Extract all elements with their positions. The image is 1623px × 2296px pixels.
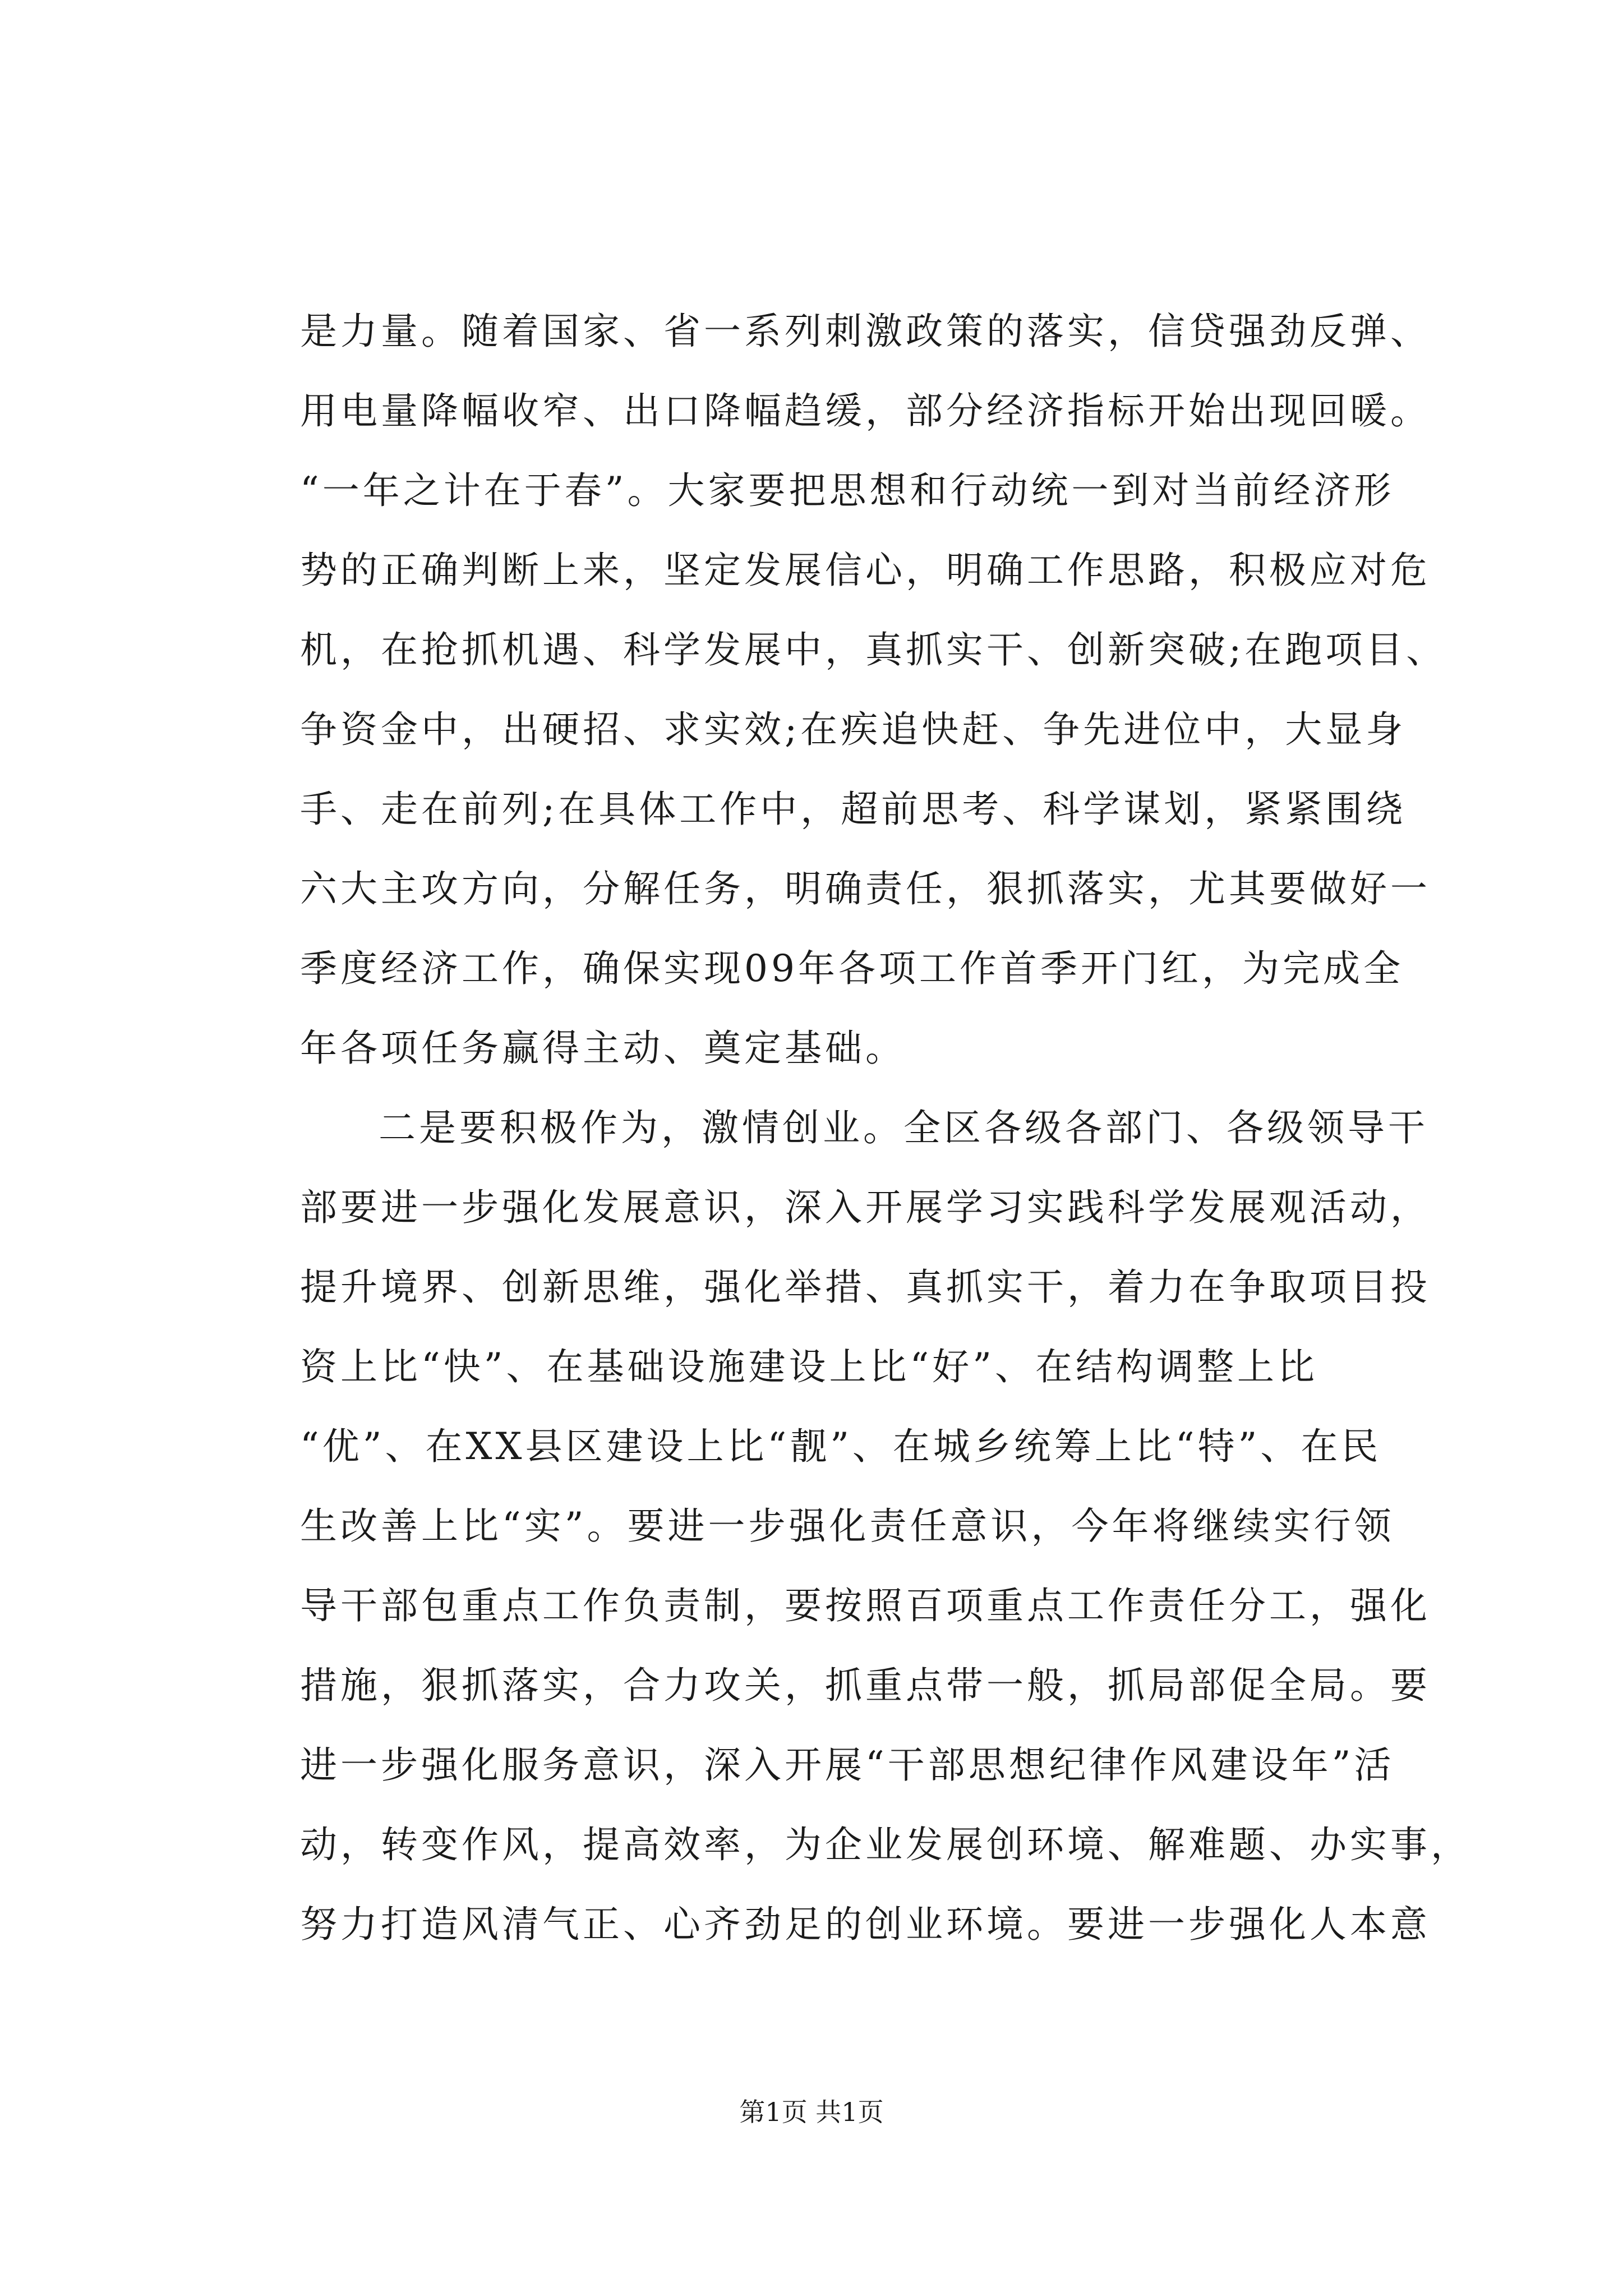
paragraph-first-line: 二是要积极作为，激情创业。全区各级各部门、各级领导干 [379,1106,1428,1149]
text-line: 势的正确判断上来，坚定发展信心，明确工作思路，积极应对危 [300,549,1431,592]
text-line: 年各项任务赢得主动、奠定基础。 [300,1027,906,1070]
document-body [300,292,1471,1964]
text-line: “优”、在XX县区建设上比“靓”、在城乡统筹上比“特”、在民 [300,1425,1382,1468]
text-line: 机，在抢抓机遇、科学发展中，真抓实干、创新突破;在跑项目、 [300,628,1447,671]
text-line: 动，转变作风，提高效率，为企业发展创环境、解难题、办实事， [300,1823,1471,1866]
text-line: 手、走在前列;在具体工作中，超前思考、科学谋划，紧紧围绕 [300,788,1407,831]
text-line: 资上比“快”、在基础设施建设上比“好”、在结构调整上比 [300,1345,1318,1388]
text-line: 努力打造风清气正、心齐劲足的创业环境。要进一步强化人本意 [300,1903,1431,1946]
text-line: 用电量降幅收窄、出口降幅趋缓，部分经济指标开始出现回暖。 [300,389,1431,432]
text-line: 季度经济工作，确保实现09年各项工作首季开门红，为完成全 [300,947,1404,990]
text-line: 争资金中，出硬招、求实效;在疾追快赶、争先进位中，大显身 [300,708,1407,751]
page-footer: 第1页 共1页 [739,2097,884,2127]
text-line: 六大主攻方向，分解任务，明确责任，狠抓落实，尤其要做好一 [300,867,1431,910]
text-line: 措施，狠抓落实，合力攻关，抓重点带一般，抓局部促全局。要 [300,1664,1431,1707]
text-line: 生改善上比“实”。要进一步强化责任意识，今年将继续实行领 [300,1504,1395,1548]
text-line: 进一步强化服务意识，深入开展“干部思想纪律作风建设年”活 [300,1743,1395,1787]
text-line: 导干部包重点工作负责制，要按照百项重点工作责任分工，强化 [300,1584,1431,1627]
text-line: 是力量。随着国家、省一系列刺激政策的落实，信贷强劲反弹、 [300,310,1431,353]
text-line: 部要进一步强化发展意识，深入开展学习实践科学发展观活动， [300,1186,1431,1229]
text-line: 提升境界、创新思维，强化举措、真抓实干，着力在争取项目投 [300,1266,1431,1309]
text-line: “一年之计在于春”。大家要把思想和行动统一到对当前经济形 [300,469,1395,512]
